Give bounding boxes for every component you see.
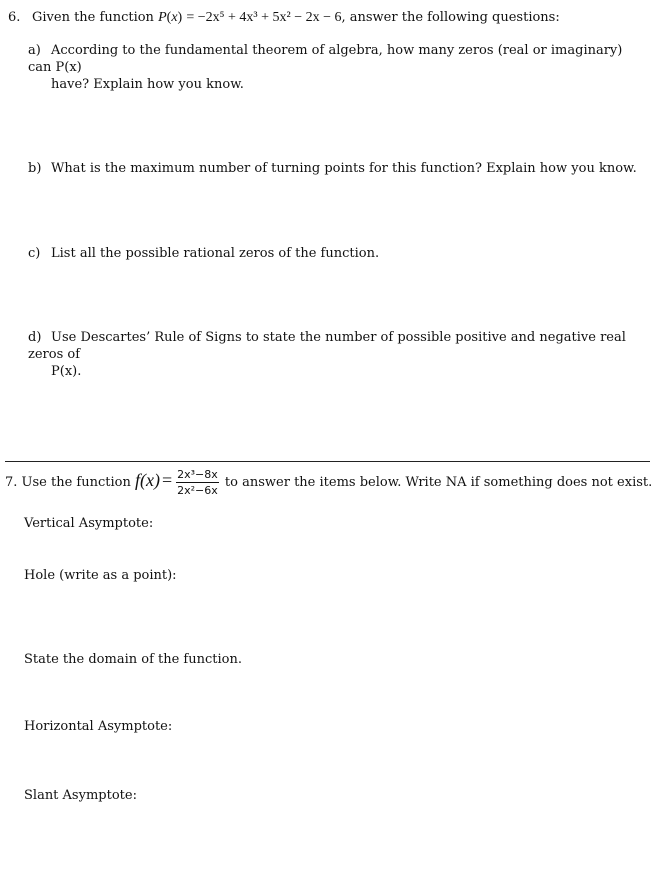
question-6-intro: Given the function <box>32 10 154 25</box>
question-6-number: 6. <box>8 10 21 25</box>
horizontal-asymptote-prompt: Horizontal Asymptote: <box>24 719 173 734</box>
question-6-part-c <box>28 245 648 262</box>
fraction-numerator: 2x³−8x <box>177 468 218 481</box>
part-b-text: What is the maximum number of turning points for this function? Explain how you know. <box>51 161 637 176</box>
part-d-letter: d) <box>28 330 42 345</box>
part-b-letter: b) <box>28 161 42 176</box>
slant-asymptote-prompt: Slant Asymptote: <box>24 788 137 803</box>
part-a-text-line1: According to the fundamental theorem of algebra, how many zeros (real or imaginary) can P(x) <box>28 43 623 75</box>
question-7-number: 7. <box>5 475 18 490</box>
equals-sign: = <box>161 470 173 490</box>
part-a-letter: a) <box>28 43 41 58</box>
question-7-intro: Use the function <box>21 475 131 490</box>
question-7-header <box>5 468 655 502</box>
function-p-name: P(x) <box>158 10 183 25</box>
question-6-intro-tail: , answer the following questions: <box>341 10 560 25</box>
part-a-text-line2: have? Explain how you know. <box>51 77 244 92</box>
rational-fraction <box>176 468 219 497</box>
section-divider <box>5 461 650 462</box>
question-6-part-b <box>28 160 648 177</box>
question-6-part-d <box>28 329 648 380</box>
part-d-text-line2: P(x). <box>51 364 82 379</box>
polynomial-expression: = −2x⁵ + 4x³ + 5x² − 2x − 6 <box>186 10 342 25</box>
domain-prompt: State the domain of the function. <box>24 652 242 667</box>
question-6-part-a <box>28 42 648 93</box>
hole-prompt: Hole (write as a point): <box>24 568 177 583</box>
question-7-tail: to answer the items below. Write NA if something does not exist. <box>224 475 653 490</box>
part-c-letter: c) <box>28 246 41 261</box>
function-f-label: f(x) <box>134 470 160 490</box>
fraction-denominator: 2x²−6x <box>177 484 218 497</box>
question-6-header <box>8 9 648 26</box>
part-c-text: List all the possible rational zeros of the function. <box>51 246 380 261</box>
part-d-text-line1: Use Descartes’ Rule of Signs to state the number of possible positive and negative real zeros of <box>28 330 626 362</box>
vertical-asymptote-prompt: Vertical Asymptote: <box>24 516 154 531</box>
